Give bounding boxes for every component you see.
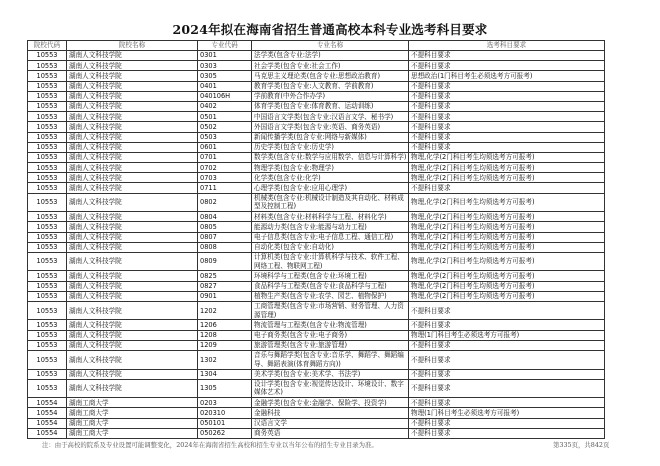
cell-requirement: 不提科目要求	[409, 398, 605, 408]
cell-school-name: 湖南人文科技学院	[67, 301, 198, 320]
table-row	[28, 271, 605, 281]
cell-school-code: 10553	[28, 379, 67, 398]
cell-school-code: 10554	[28, 398, 67, 408]
cell-school-name: 湖南人文科技学院	[67, 291, 198, 301]
cell-major-code: 0301	[198, 51, 252, 61]
cell-requirement: 物理,化学(2门科目考生均须选考方可报考)	[409, 271, 605, 281]
table-header-row	[28, 41, 605, 51]
cell-school-code: 10554	[28, 428, 67, 438]
cell-major-name: 商务英语	[252, 428, 409, 438]
cell-requirement: 不提科目要求	[409, 91, 605, 101]
cell-requirement: 物理,化学(2门科目考生均须选考方可报考)	[409, 163, 605, 173]
cell-major-code: 1206	[198, 320, 252, 330]
cell-requirement: 物理,化学(2门科目考生均须选考方可报考)	[409, 193, 605, 212]
cell-school-code: 10553	[28, 252, 67, 271]
cell-school-code: 10553	[28, 91, 67, 101]
cell-major-code: 0701	[198, 152, 252, 162]
cell-major-name: 中国语言文学类(包含专业:汉语言文学、秘书学)	[252, 112, 409, 122]
cell-requirement: 物理(1门科目考生必须选考方可报考)	[409, 330, 605, 340]
table-row	[28, 418, 605, 428]
cell-major-name: 金融科技	[252, 408, 409, 418]
table-body	[28, 51, 605, 439]
cell-major-code: 1304	[198, 369, 252, 379]
cell-school-code: 10553	[28, 369, 67, 379]
cell-school-name: 湖南人文科技学院	[67, 320, 198, 330]
cell-major-code: 0703	[198, 173, 252, 183]
cell-school-name: 湖南工商大学	[67, 408, 198, 418]
cell-major-name: 法学类(包含专业:法学)	[252, 51, 409, 61]
cell-requirement: 不提科目要求	[409, 418, 605, 428]
table-row	[28, 408, 605, 418]
table-row	[28, 193, 605, 212]
cell-school-name: 湖南人文科技学院	[67, 51, 198, 61]
table-row	[28, 212, 605, 222]
cell-major-code: 0901	[198, 291, 252, 301]
cell-school-code: 10553	[28, 330, 67, 340]
cell-major-name: 物流管理与工程类(包含专业:物流管理)	[252, 320, 409, 330]
cell-major-code: 020310	[198, 408, 252, 418]
cell-major-name: 旅游管理类(包含专业:旅游管理)	[252, 340, 409, 350]
cell-school-code: 10553	[28, 142, 67, 152]
cell-requirement: 不提科目要求	[409, 122, 605, 132]
table-row	[28, 398, 605, 408]
cell-major-code: 0402	[198, 101, 252, 111]
cell-school-name: 湖南人文科技学院	[67, 271, 198, 281]
cell-major-name: 材料类(包含专业:材料科学与工程、材料化学)	[252, 212, 409, 222]
header-requirement: 选考科目要求	[409, 41, 605, 51]
cell-school-name: 湖南人文科技学院	[67, 61, 198, 71]
cell-requirement: 物理,化学(2门科目考生均须选考方可报考)	[409, 252, 605, 271]
cell-school-name: 湖南工商大学	[67, 418, 198, 428]
cell-school-name: 湖南人文科技学院	[67, 163, 198, 173]
cell-major-name: 学前教育(中外合作办学)	[252, 91, 409, 101]
table-row	[28, 330, 605, 340]
cell-requirement: 不提科目要求	[409, 379, 605, 398]
table-row	[28, 183, 605, 193]
header-major-name: 专业名称	[252, 41, 409, 51]
cell-requirement: 物理(1门科目考生必须选考方可报考)	[409, 408, 605, 418]
cell-major-code: 040106H	[198, 91, 252, 101]
cell-school-name: 湖南人文科技学院	[67, 281, 198, 291]
cell-school-code: 10553	[28, 152, 67, 162]
cell-major-name: 数学类(包含专业:数学与应用数学、信息与计算科学)	[252, 152, 409, 162]
table-row	[28, 163, 605, 173]
cell-major-code: 1208	[198, 330, 252, 340]
table-row	[28, 320, 605, 330]
table-row	[28, 281, 605, 291]
cell-school-code: 10553	[28, 271, 67, 281]
cell-requirement: 不提科目要求	[409, 320, 605, 330]
cell-requirement: 思想政治(1门科目考生必须选考方可报考)	[409, 71, 605, 81]
cell-school-code: 10553	[28, 112, 67, 122]
page-indicator: 第335页，共842页	[553, 441, 610, 449]
table-row	[28, 379, 605, 398]
cell-requirement: 不提科目要求	[409, 81, 605, 91]
cell-major-code: 0711	[198, 183, 252, 193]
table-row	[28, 242, 605, 252]
cell-major-code: 0401	[198, 81, 252, 91]
cell-school-name: 湖南人文科技学院	[67, 330, 198, 340]
cell-major-name: 化学类(包含专业:化学)	[252, 173, 409, 183]
cell-major-name: 历史学类(包含专业:历史学)	[252, 142, 409, 152]
cell-school-name: 湖南人文科技学院	[67, 351, 198, 370]
cell-school-name: 湖南人文科技学院	[67, 101, 198, 111]
subject-requirements-table	[27, 40, 605, 439]
cell-requirement: 不提科目要求	[409, 142, 605, 152]
cell-major-code: 1302	[198, 351, 252, 370]
cell-requirement: 物理,化学(2门科目考生均须选考方可报考)	[409, 232, 605, 242]
cell-school-code: 10553	[28, 173, 67, 183]
cell-school-name: 湖南工商大学	[67, 428, 198, 438]
cell-school-code: 10553	[28, 291, 67, 301]
header-school-name: 院校名称	[67, 41, 198, 51]
cell-major-code: 1209	[198, 340, 252, 350]
table-row	[28, 51, 605, 61]
cell-school-code: 10553	[28, 51, 67, 61]
table-row	[28, 112, 605, 122]
cell-school-name: 湖南人文科技学院	[67, 132, 198, 142]
cell-requirement: 物理,化学(2门科目考生均须选考方可报考)	[409, 281, 605, 291]
table-row	[28, 81, 605, 91]
cell-school-code: 10554	[28, 408, 67, 418]
table-row	[28, 101, 605, 111]
cell-major-name: 外国语言文学类(包含专业:英语、商务英语)	[252, 122, 409, 132]
cell-school-code: 10553	[28, 212, 67, 222]
table-row	[28, 61, 605, 71]
table-row	[28, 71, 605, 81]
cell-major-code: 1202	[198, 301, 252, 320]
cell-requirement: 不提科目要求	[409, 132, 605, 142]
table-row	[28, 369, 605, 379]
cell-major-code: 0825	[198, 271, 252, 281]
cell-major-name: 食品科学与工程类(包含专业:食品科学与工程)	[252, 281, 409, 291]
cell-requirement: 不提科目要求	[409, 51, 605, 61]
table-row	[28, 122, 605, 132]
cell-school-code: 10553	[28, 340, 67, 350]
header-school-code: 院校代码	[28, 41, 67, 51]
cell-school-name: 湖南人文科技学院	[67, 232, 198, 242]
table-row	[28, 428, 605, 438]
cell-school-code: 10553	[28, 122, 67, 132]
cell-school-name: 湖南人文科技学院	[67, 173, 198, 183]
cell-major-code: 0802	[198, 193, 252, 212]
cell-school-code: 10553	[28, 183, 67, 193]
cell-major-code: 050101	[198, 418, 252, 428]
cell-major-code: 0702	[198, 163, 252, 173]
table-row	[28, 301, 605, 320]
cell-school-code: 10553	[28, 163, 67, 173]
cell-major-code: 0807	[198, 232, 252, 242]
cell-major-code: 0503	[198, 132, 252, 142]
cell-major-name: 社会学类(包含专业:社会工作)	[252, 61, 409, 71]
cell-major-name: 教育学类(包含专业:人文教育、学前教育)	[252, 81, 409, 91]
cell-school-name: 湖南人文科技学院	[67, 252, 198, 271]
cell-requirement: 不提科目要求	[409, 101, 605, 111]
cell-major-name: 计算机类(包含专业:计算机科学与技术、软件工程、网络工程、物联网工程)	[252, 252, 409, 271]
page-title: 2024年拟在海南省招生普通高校本科专业选考科目要求	[172, 22, 488, 37]
cell-school-code: 10553	[28, 222, 67, 232]
cell-school-code: 10553	[28, 320, 67, 330]
table-row	[28, 132, 605, 142]
table-row	[28, 152, 605, 162]
cell-requirement: 不提科目要求	[409, 301, 605, 320]
cell-requirement: 物理,化学(2门科目考生均须选考方可报考)	[409, 222, 605, 232]
cell-school-code: 10553	[28, 61, 67, 71]
cell-major-code: 0203	[198, 398, 252, 408]
cell-school-code: 10553	[28, 132, 67, 142]
cell-major-name: 美术学类(包含专业:美术学、书法学)	[252, 369, 409, 379]
cell-requirement: 不提科目要求	[409, 428, 605, 438]
cell-school-name: 湖南人文科技学院	[67, 71, 198, 81]
cell-school-code: 10553	[28, 101, 67, 111]
cell-school-name: 湖南人文科技学院	[67, 193, 198, 212]
cell-school-code: 10553	[28, 351, 67, 370]
cell-school-name: 湖南人文科技学院	[67, 369, 198, 379]
table-row	[28, 252, 605, 271]
cell-major-code: 0502	[198, 122, 252, 132]
cell-school-name: 湖南人文科技学院	[67, 122, 198, 132]
cell-major-name: 电子信息类(包含专业:电子信息工程、通信工程)	[252, 232, 409, 242]
table-row	[28, 222, 605, 232]
cell-school-name: 湖南人文科技学院	[67, 183, 198, 193]
cell-school-name: 湖南人文科技学院	[67, 81, 198, 91]
cell-major-name: 心理学类(包含专业:应用心理学)	[252, 183, 409, 193]
table-row	[28, 91, 605, 101]
cell-major-code: 050262	[198, 428, 252, 438]
cell-major-name: 汉语言文学	[252, 418, 409, 428]
cell-school-code: 10553	[28, 71, 67, 81]
cell-major-name: 体育学类(包含专业:体育教育、运动训练)	[252, 101, 409, 111]
cell-major-code: 0501	[198, 112, 252, 122]
cell-major-code: 0809	[198, 252, 252, 271]
cell-requirement: 不提科目要求	[409, 61, 605, 71]
cell-school-name: 湖南人文科技学院	[67, 91, 198, 101]
cell-school-code: 10553	[28, 81, 67, 91]
cell-requirement: 不提科目要求	[409, 340, 605, 350]
cell-major-code: 0805	[198, 222, 252, 232]
cell-major-name: 物理学类(包含专业:物理学)	[252, 163, 409, 173]
cell-requirement: 不提科目要求	[409, 112, 605, 122]
cell-school-code: 10554	[28, 418, 67, 428]
cell-major-code: 0804	[198, 212, 252, 222]
cell-major-name: 植物生产类(包含专业:农学、园艺、植物保护)	[252, 291, 409, 301]
cell-requirement: 不提科目要求	[409, 183, 605, 193]
cell-major-name: 机械类(包含专业:机械设计制造及其自动化、材料成型及控制工程)	[252, 193, 409, 212]
cell-school-name: 湖南人文科技学院	[67, 340, 198, 350]
cell-school-name: 湖南人文科技学院	[67, 212, 198, 222]
cell-requirement: 物理,化学(2门科目考生均须选考方可报考)	[409, 173, 605, 183]
cell-major-name: 设计学类(包含专业:视觉传达设计、环境设计、数字媒体艺术)	[252, 379, 409, 398]
cell-major-name: 马克思主义理论类(包含专业:思想政治教育)	[252, 71, 409, 81]
cell-school-code: 10553	[28, 232, 67, 242]
cell-major-code: 0305	[198, 71, 252, 81]
cell-school-code: 10553	[28, 242, 67, 252]
cell-major-name: 新闻传播学类(包含专业:网络与新媒体)	[252, 132, 409, 142]
cell-school-name: 湖南人文科技学院	[67, 152, 198, 162]
cell-school-name: 湖南人文科技学院	[67, 142, 198, 152]
cell-requirement: 物理,化学(2门科目考生均须选考方可报考)	[409, 212, 605, 222]
cell-requirement: 不提科目要求	[409, 369, 605, 379]
table-row	[28, 142, 605, 152]
cell-major-code: 0827	[198, 281, 252, 291]
table-row	[28, 173, 605, 183]
cell-major-name: 环境科学与工程类(包含专业:环境工程)	[252, 271, 409, 281]
cell-school-name: 湖南人文科技学院	[67, 222, 198, 232]
cell-major-code: 0601	[198, 142, 252, 152]
cell-requirement: 物理,化学(2门科目考生均须选考方可报考)	[409, 242, 605, 252]
cell-major-name: 工商管理类(包含专业:市场营销、财务管理、人力资源管理)	[252, 301, 409, 320]
cell-major-name: 金融学类(包含专业:金融学、保险学、投资学)	[252, 398, 409, 408]
cell-school-code: 10553	[28, 193, 67, 212]
table-row	[28, 232, 605, 242]
cell-major-code: 0808	[198, 242, 252, 252]
cell-major-code: 0303	[198, 61, 252, 71]
cell-requirement: 不提科目要求	[409, 351, 605, 370]
table-row	[28, 291, 605, 301]
table-row	[28, 340, 605, 350]
cell-major-name: 能源动力类(包含专业:能源与动力工程)	[252, 222, 409, 232]
cell-requirement: 物理,化学(2门科目考生均须选考方可报考)	[409, 152, 605, 162]
footer-note: 注：由于高校的院系及专业设置可能调整变化，2024年在海南省招生高校和招生专业以当年公布的招生专业目录为准。	[42, 441, 378, 449]
cell-major-name: 自动化类(包含专业:自动化)	[252, 242, 409, 252]
cell-major-name: 音乐与舞蹈学类(包含专业:音乐学、舞蹈学、舞蹈编导、舞蹈表演(体育舞蹈方向))	[252, 351, 409, 370]
cell-requirement: 物理,化学(2门科目考生均须选考方可报考)	[409, 291, 605, 301]
cell-school-name: 湖南人文科技学院	[67, 242, 198, 252]
table-row	[28, 351, 605, 370]
cell-school-name: 湖南人文科技学院	[67, 379, 198, 398]
cell-major-code: 1305	[198, 379, 252, 398]
cell-school-code: 10553	[28, 281, 67, 291]
cell-school-name: 湖南人文科技学院	[67, 112, 198, 122]
cell-major-name: 电子商务类(包含专业:电子商务)	[252, 330, 409, 340]
header-major-code: 专业代码	[198, 41, 252, 51]
cell-school-code: 10553	[28, 301, 67, 320]
cell-school-name: 湖南工商大学	[67, 398, 198, 408]
